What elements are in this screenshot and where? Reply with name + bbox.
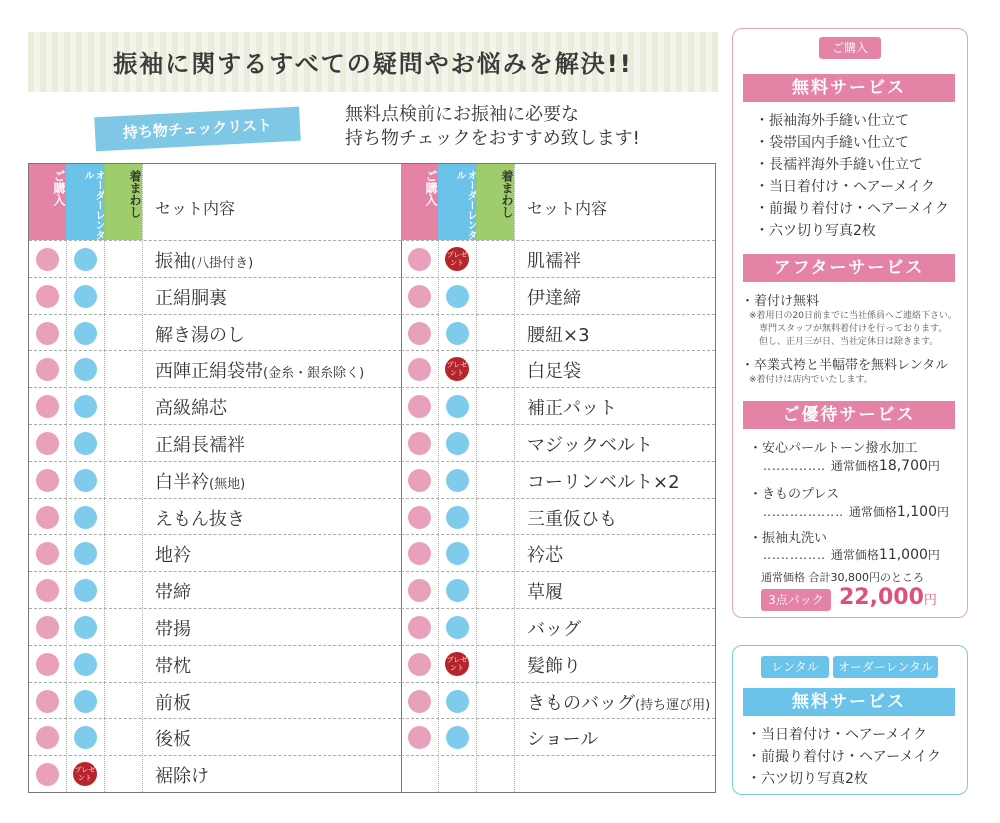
rental-tag: レンタル <box>761 656 829 678</box>
item-note: (無地) <box>209 476 246 492</box>
present-badge: プレゼント <box>445 357 469 381</box>
purchase-dot <box>408 248 431 271</box>
after-service-title: アフターサービス <box>743 254 955 282</box>
rental-service-item: ・六ツ切り写真2枚 <box>747 771 868 787</box>
purchase-dot <box>408 579 431 602</box>
rental-dot <box>74 322 97 345</box>
purchase-dot <box>408 690 431 713</box>
page-title: 振袖に関するすべての疑問やお悩みを解決!! <box>113 50 633 78</box>
item-name <box>527 431 653 457</box>
special-service-title: ご優待サービス <box>743 401 955 429</box>
item-note: (八掛付き) <box>191 256 254 271</box>
table-row <box>401 424 715 461</box>
item-label: 帯揚 <box>155 619 191 640</box>
rental-service-item: ・当日着付け・ヘアーメイク <box>747 727 927 743</box>
rental-dot <box>446 322 469 345</box>
item-name <box>155 284 227 310</box>
item-label: コーリンベルト×2 <box>527 471 680 493</box>
purchase-dot <box>36 469 59 492</box>
after-service-note: 但し、正月三が日、当社定休日は除きます。 <box>759 337 939 347</box>
header-purchase: ご購入 <box>29 164 66 240</box>
table-row <box>29 277 401 314</box>
free-service-title: 無料サービス <box>743 74 955 102</box>
purchase-dot <box>36 653 59 676</box>
rental-dot <box>74 616 97 639</box>
item-name <box>527 689 710 715</box>
intro-line: 無料点検前にお振袖に必要な <box>345 104 579 125</box>
item-name <box>527 541 563 567</box>
rental-dot <box>446 285 469 308</box>
table-row <box>401 608 715 645</box>
table-row <box>29 240 401 277</box>
item-note: (持ち運び用) <box>635 697 711 713</box>
item-label: きものバッグ <box>527 692 635 714</box>
after-service-item: ・卒業式袴と半幅帯を無料レンタル <box>741 358 949 373</box>
table-row <box>401 571 715 608</box>
service-item: ・長襦袢海外手縫い仕立て <box>755 157 923 173</box>
special-item: ・きものプレス <box>749 487 840 502</box>
item-name <box>155 652 191 678</box>
rental-dot <box>74 726 97 749</box>
rental-dot <box>74 653 97 676</box>
purchase-dot <box>408 358 431 381</box>
after-service-note: ※着付けは店内でいたします。 <box>749 375 873 385</box>
rental-dot <box>446 469 469 492</box>
item-name <box>155 505 245 531</box>
header-rental: オーダーレンタル <box>438 164 476 240</box>
pack-label: 3点パック <box>761 589 831 611</box>
rental-dot <box>74 690 97 713</box>
rental-dot <box>74 285 97 308</box>
item-label: 帯締 <box>155 582 191 604</box>
rental-dot <box>74 469 97 492</box>
service-item: ・六ツ切り写真2枚 <box>755 223 876 239</box>
checklist-tag: 持ち物チェックリスト <box>94 107 300 152</box>
item-label: 前板 <box>155 692 191 714</box>
purchase-panel <box>732 28 968 618</box>
item-name <box>155 394 227 420</box>
table-row <box>29 424 401 461</box>
item-label: 後板 <box>155 729 191 751</box>
purchase-dot <box>36 726 59 749</box>
special-price: ‥‥‥‥‥‥‥‥‥ 通常価格1,100円 <box>763 504 950 520</box>
purchase-dot <box>36 395 59 418</box>
item-label: 白半衿 <box>155 471 209 493</box>
item-label: 腰紐×3 <box>527 324 590 346</box>
rental-service-item: ・前撮り着付け・ヘアーメイク <box>747 749 941 765</box>
purchase-dot <box>36 616 59 639</box>
item-name <box>527 357 581 383</box>
intro-text <box>345 103 640 151</box>
header-set: セット内容 <box>527 199 608 218</box>
rental-dot <box>446 579 469 602</box>
item-name <box>527 394 617 420</box>
item-note: (金糸・銀糸除く) <box>263 366 365 382</box>
table-row <box>401 350 715 387</box>
item-label: 草履 <box>527 582 563 604</box>
item-name <box>527 247 581 273</box>
header-purchase: ご購入 <box>401 164 438 240</box>
special-price: ‥‥‥‥‥‥‥ 通常価格18,700円 <box>763 458 940 474</box>
table-row <box>29 498 401 535</box>
table-row <box>29 314 401 351</box>
table-row <box>29 571 401 608</box>
rental-free-service-title: 無料サービス <box>743 688 955 716</box>
item-name <box>155 468 245 494</box>
table-row <box>29 387 401 424</box>
item-label: 三重仮ひも <box>527 508 617 530</box>
item-label: バッグ <box>527 619 581 640</box>
table-row <box>29 461 401 498</box>
table-row <box>401 387 715 424</box>
table-row <box>401 682 715 719</box>
special-price: ‥‥‥‥‥‥‥ 通常価格11,000円 <box>763 547 940 563</box>
item-name <box>155 725 191 751</box>
rental-dot <box>446 542 469 565</box>
item-label: 高級綿芯 <box>155 398 227 420</box>
special-item: ・安心パールトーン撥水加工 <box>749 441 918 456</box>
item-name <box>155 689 191 715</box>
rental-dot <box>74 506 97 529</box>
item-label: 地衿 <box>155 545 191 567</box>
table-row <box>401 498 715 535</box>
item-name <box>155 357 364 383</box>
purchase-dot <box>408 542 431 565</box>
purchase-dot <box>408 506 431 529</box>
item-label: 裾除け <box>155 766 209 788</box>
checklist-left <box>29 164 402 792</box>
purchase-dot <box>36 542 59 565</box>
purchase-dot <box>36 763 59 786</box>
purchase-dot <box>408 469 431 492</box>
table-row <box>29 645 401 682</box>
table-row <box>401 718 715 755</box>
rental-dot <box>74 432 97 455</box>
rental-dot <box>74 395 97 418</box>
item-label: 振袖 <box>155 251 191 272</box>
header-kimawashi: 着まわし <box>104 164 142 240</box>
rental-dot <box>446 506 469 529</box>
checklist-table <box>28 163 716 793</box>
after-service-note: 専門スタッフが無料着付けを行っております。 <box>759 324 948 334</box>
title-band <box>28 32 718 92</box>
after-service-item: ・着付け無料 <box>741 294 820 309</box>
pack-price: 22,000円 <box>839 585 937 610</box>
table-row <box>29 682 401 719</box>
item-name <box>155 615 191 641</box>
table-row <box>401 240 715 277</box>
item-name <box>155 578 191 604</box>
item-label: 帯枕 <box>155 655 191 677</box>
checklist-right <box>401 164 715 792</box>
table-row <box>401 277 715 314</box>
table-row <box>401 314 715 351</box>
present-badge: プレゼント <box>445 652 469 676</box>
item-label: マジックベルト <box>527 435 653 456</box>
item-name <box>527 321 590 347</box>
item-label: 補正パット <box>527 398 617 420</box>
rental-dot <box>74 358 97 381</box>
rental-dot <box>74 542 97 565</box>
purchase-dot <box>408 322 431 345</box>
rental-dot <box>74 248 97 271</box>
item-name <box>155 762 209 788</box>
header-rental: オーダーレンタル <box>66 164 104 240</box>
purchase-dot <box>36 285 59 308</box>
order-rental-tag: オーダーレンタル <box>833 656 938 678</box>
rental-panel <box>732 645 968 795</box>
purchase-dot <box>36 579 59 602</box>
purchase-dot <box>408 616 431 639</box>
item-name <box>527 725 598 751</box>
item-label: 白足袋 <box>527 361 581 383</box>
table-row <box>29 755 401 792</box>
item-label: えもん抜き <box>155 508 245 530</box>
item-name <box>527 505 617 531</box>
purchase-dot <box>36 322 59 345</box>
item-label: 肌襦袢 <box>527 251 581 272</box>
present-badge: プレゼント <box>73 762 97 786</box>
item-label: ショール <box>527 729 599 751</box>
item-name <box>527 615 581 641</box>
header-kimawashi: 着まわし <box>476 164 514 240</box>
rental-dot <box>446 432 469 455</box>
after-service-note: ※着用日の20日前までに当社係員へご連絡下さい。 <box>749 311 957 321</box>
item-label: 正絹胴裏 <box>155 287 227 309</box>
table-row <box>401 461 715 498</box>
table-row <box>29 608 401 645</box>
item-name <box>527 578 563 604</box>
service-item: ・前撮り着付け・ヘアーメイク <box>755 201 949 217</box>
item-label: 髪飾り <box>527 655 581 677</box>
item-label: 正絹長襦袢 <box>155 435 245 456</box>
purchase-tag: ご購入 <box>819 37 881 59</box>
item-label: 解き湯のし <box>155 324 245 346</box>
table-row <box>29 534 401 571</box>
item-label: 西陣正絹袋帯 <box>155 361 263 383</box>
special-item: ・振袖丸洗い <box>749 531 828 546</box>
table-row <box>29 350 401 387</box>
intro-line: 持ち物チェックをおすすめ致します! <box>345 128 640 149</box>
purchase-dot <box>408 653 431 676</box>
purchase-dot <box>36 358 59 381</box>
table-row <box>29 718 401 755</box>
table-row <box>401 534 715 571</box>
header-set: セット内容 <box>155 199 236 218</box>
purchase-dot <box>408 432 431 455</box>
rental-dot <box>446 726 469 749</box>
item-name <box>155 247 253 273</box>
item-name <box>527 284 581 310</box>
item-name <box>155 321 245 347</box>
service-item: ・当日着付け・ヘアーメイク <box>755 179 935 195</box>
special-total: 通常価格 合計30,800円のところ <box>761 571 924 584</box>
item-label: 伊達締 <box>527 287 581 309</box>
table-row <box>401 755 715 792</box>
item-name <box>527 652 581 678</box>
purchase-dot <box>408 726 431 749</box>
rental-dot <box>74 579 97 602</box>
purchase-dot <box>36 506 59 529</box>
rental-dot <box>446 395 469 418</box>
service-item: ・袋帯国内手縫い仕立て <box>755 135 909 151</box>
purchase-dot <box>408 285 431 308</box>
purchase-dot <box>36 432 59 455</box>
purchase-dot <box>36 248 59 271</box>
table-row <box>401 645 715 682</box>
purchase-dot <box>408 395 431 418</box>
rental-dot <box>446 690 469 713</box>
present-badge: プレゼント <box>445 247 469 271</box>
item-name <box>527 468 680 494</box>
rental-dot <box>446 616 469 639</box>
item-label: 衿芯 <box>527 545 563 567</box>
item-name <box>155 431 245 457</box>
service-item: ・振袖海外手縫い仕立て <box>755 113 909 129</box>
purchase-dot <box>36 690 59 713</box>
item-name <box>155 541 191 567</box>
